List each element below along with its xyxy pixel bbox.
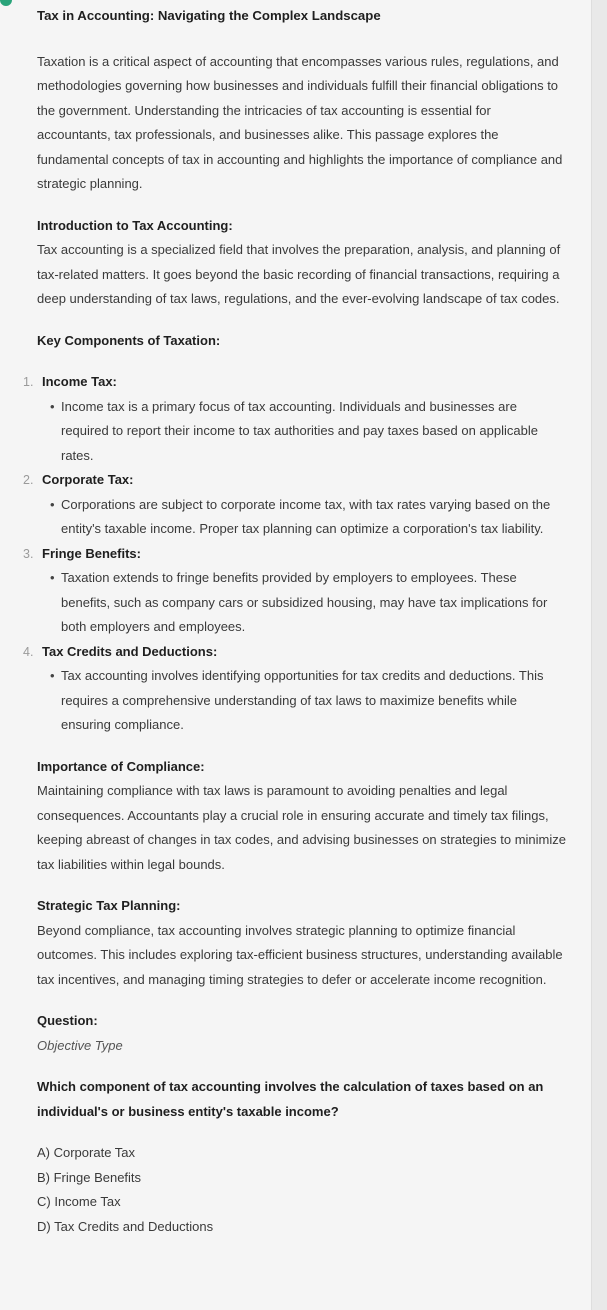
answer-option: D) Tax Credits and Deductions: [37, 1218, 214, 1234]
list-item: [23, 640, 567, 738]
page-title: Tax in Accounting: Navigating the Complex Landscape: [37, 8, 381, 23]
list-item: [23, 468, 567, 542]
intro-paragraph: Taxation is a critical aspect of accounting that encompasses various rules, regulations, and methodologies governing how businesses and individuals fulfill their financial obligations to the government. Understanding the intricacies of tax accounting is essential for accountants, tax professionals, and businesses alike. This passage explores the fundamental concepts of tax in accounting and highlights the importance of compliance and strategic planning.: [37, 53, 563, 191]
list-number: 3.: [23, 546, 34, 561]
list-item: [23, 370, 567, 468]
list-item-detail: • Tax accounting involves identifying opportunities for tax credits and deductions. This requires a comprehensive understanding of tax laws to maximize benefits while ensuring compliance.: [61, 664, 567, 738]
key-components-list: [23, 370, 567, 738]
list-number: 1.: [23, 375, 34, 389]
section-body-strategic: Beyond compliance, tax accounting involves strategic planning to optimize financial outcomes. This includes exploring tax-efficient business structures, understanding available tax incentives, and managing timing strategies to defer or accelerate income recognition.: [37, 922, 563, 987]
list-item-detail: • Corporations are subject to corporate income tax, with tax rates varying based on the entity's taxable income. Proper tax planning can optimize a corporation's tax liability.: [61, 493, 567, 542]
section-heading-key-components: Key Components of Taxation:: [37, 332, 221, 348]
message-content: [23, 4, 567, 1239]
assistant-avatar-icon: [0, 0, 12, 6]
list-item-title: Tax Credits and Deductions:: [42, 643, 218, 659]
section-body-introduction: Tax accounting is a specialized field that involves the preparation, analysis, and planning of tax-related matters. It goes beyond the basic recording of financial transactions, requiring a deep understanding of tax laws, regulations, and the ever-evolving landscape of tax codes.: [37, 242, 561, 306]
list-item-detail: • Income tax is a primary focus of tax accounting. Individuals and businesses are required to report their income to tax authorities and pay taxes based on applicable rates.: [61, 395, 567, 469]
list-number: 4.: [23, 644, 34, 659]
answer-options: [37, 1141, 567, 1239]
answer-option: B) Fringe Benefits: [37, 1169, 142, 1185]
question-type: Objective Type: [37, 1037, 123, 1053]
adjacent-panel-edge: [591, 0, 607, 1310]
list-item-title: Corporate Tax:: [42, 472, 134, 487]
list-item-title: Income Tax:: [42, 374, 117, 389]
list-item-title: Fringe Benefits:: [42, 545, 141, 561]
list-item: [23, 542, 567, 640]
section-heading-strategic: Strategic Tax Planning:: [37, 898, 181, 913]
list-item-detail: • Taxation extends to fringe benefits provided by employers to employees. These benefits, such as company cars or subsidized housing, may have tax implications for both employers and employees.: [61, 566, 567, 640]
question-prompt: Which component of tax accounting involves the calculation of taxes based on an individual's or business entity's taxable income?: [37, 1079, 544, 1119]
list-number: 2.: [23, 473, 34, 487]
section-heading-compliance: Importance of Compliance:: [37, 758, 205, 774]
question-label: Question:: [37, 1013, 98, 1028]
section-body-compliance: Maintaining compliance with tax laws is paramount to avoiding penalties and legal consequences. Accountants play a crucial role in ensuring accurate and timely tax filings, keeping abreast of changes in tax codes, and advising businesses on strategies to minimize tax liabilities within legal bounds.: [37, 783, 566, 872]
section-heading-introduction: Introduction to Tax Accounting:: [37, 217, 233, 233]
answer-option: A) Corporate Tax: [37, 1145, 136, 1160]
answer-option: C) Income Tax: [37, 1194, 121, 1209]
